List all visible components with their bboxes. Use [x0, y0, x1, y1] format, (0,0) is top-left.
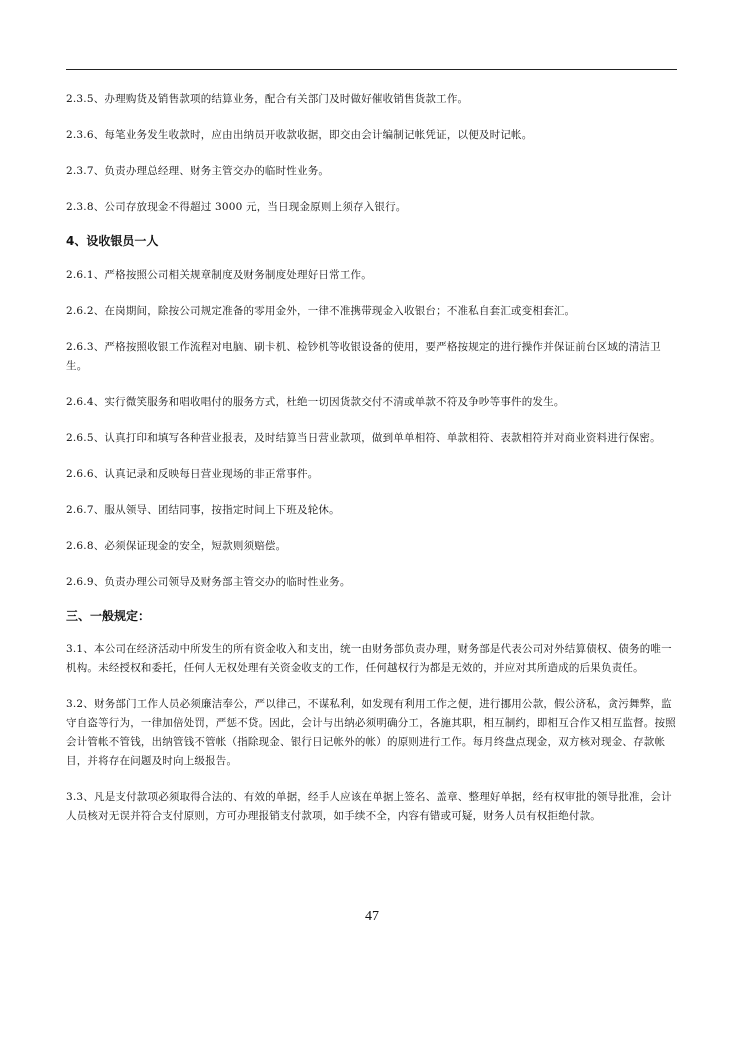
- heading-general-rules: 三、一般规定：: [66, 609, 151, 623]
- clause-2-6-5: 2.6.5、认真打印和填写各种营业报表，及时结算当日营业款项，做到单单相符、单款相符、表款相符并对商业资料进行保密。: [66, 432, 661, 444]
- clause-2-6-8: 2.6.8、必须保证现金的安全，短款则须赔偿。: [66, 540, 287, 552]
- clause-2-6-9: 2.6.9、负责办理公司领导及财务部主管交办的临时性业务。: [66, 576, 351, 588]
- clause-2-3-7: 2.3.7、负责办理总经理、财务主管交办的临时性业务。: [66, 165, 330, 177]
- page-number: 47: [365, 909, 379, 924]
- clause-2-6-3: 2.6.3、严格按照收银工作流程对电脑、刷卡机、检钞机等收银设备的使用，要严格按规定的进行操作并保证前台区域的清洁卫生。: [66, 341, 661, 372]
- clause-3-1: 3.1、本公司在经济活动中所发生的所有资金收入和支出，统一由财务部负责办理，财务部是代表公司对外结算债权、债务的唯一机构。未经授权和委托，任何人无权处理有关资金收支的工作，任何越权行为都是无效的，并应对其所造成的后果负责任。: [66, 643, 672, 674]
- clause-2-6-7: 2.6.7、服从领导、团结同事，按指定时间上下班及轮休。: [66, 504, 340, 516]
- clause-2-3-6: 2.3.6、每笔业务发生收款时，应由出纳员开收款收据，即交由会计编制记帐凭证，以便及时记帐。: [66, 129, 533, 141]
- header-rule: [66, 69, 677, 70]
- clause-3-2: 3.2、财务部门工作人员必须廉洁奉公，严以律己，不谋私利，如发现有利用工作之便，进行挪用公款，假公济私，贪污舞弊，监守自盗等行为，一律加倍处罚，严惩不贷。因此，会计与出纳必须明确分工，各施其职，相互制约，即相互合作又相互监督。按照会计管帐不管钱，出纳管钱不管帐（指除现金、银行日记帐外的帐）的原则进行工作。每月终盘点现金，双方核对现金、存款帐目，并将存在问题及时向上级报告。: [66, 698, 676, 767]
- clause-2-6-1: 2.6.1、严格按照公司相关规章制度及财务制度处理好日常工作。: [66, 269, 372, 281]
- clause-2-6-6: 2.6.6、认真记录和反映每日营业现场的非正常事件。: [66, 468, 319, 480]
- clause-2-3-8: 2.3.8、公司存放现金不得超过 3000 元，当日现金原则上须存入银行。: [66, 201, 407, 213]
- clause-2-3-5: 2.3.5、办理购货及销售款项的结算业务，配合有关部门及时做好催收销售货款工作。: [66, 93, 469, 105]
- clause-3-3: 3.3、凡是支付款项必须取得合法的、有效的单据，经手人应该在单据上签名、盖章、整理好单据，经有权审批的领导批准，会计人员核对无误并符合支付原则，方可办理报销支付款项，如手续不全，内容有错或可疑，财务人员有权拒绝付款。: [66, 791, 672, 822]
- heading-cashier: 4、设收银员一人: [66, 234, 159, 248]
- clause-2-6-4: 2.6.4、实行微笑服务和唱收唱付的服务方式，杜绝一切因货款交付不清或单款不符及争吵等事件的发生。: [66, 396, 565, 408]
- document-body: [66, 90, 678, 826]
- clause-2-6-2: 2.6.2、在岗期间，除按公司规定准备的零用金外，一律不准携带现金入收银台；不准私自套汇或变相套汇。: [66, 305, 576, 317]
